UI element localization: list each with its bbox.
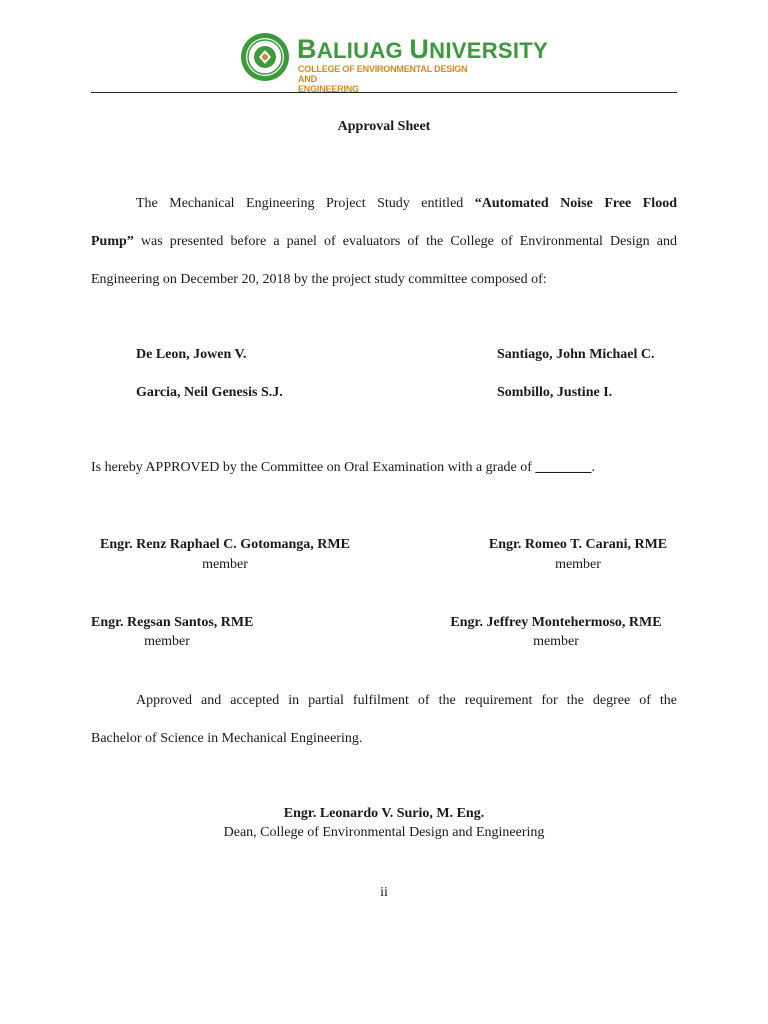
grade-blank: ________ — [535, 460, 592, 475]
acceptance-paragraph — [91, 682, 677, 758]
panel-member-role: member — [202, 557, 248, 572]
page-title: Approval Sheet — [337, 119, 431, 134]
intro-line-1: The Mechanical Engineering Project Study entitled “Automated Noise Free Flood — [136, 196, 677, 211]
acceptance-line-1: Approved and accepted in partial fulfilment of the requirement for the degree of the — [136, 693, 677, 708]
intro-paragraph — [91, 185, 677, 299]
intro-line-3: Engineering on December 20, 2018 by the project study committee composed of: — [91, 272, 547, 287]
committee-member: Sombillo, Justine I. — [497, 385, 613, 400]
university-name: BALIUAG UNIVERSITY — [297, 34, 549, 64]
university-seal-logo — [240, 32, 290, 82]
project-title: “Automated Noise Free Flood — [474, 196, 677, 211]
dean-name: Engr. Leonardo V. Surio, M. Eng. — [283, 806, 485, 821]
committee-member: Santiago, John Michael C. — [497, 347, 655, 362]
intro-line-2: Pump” was presented before a panel of evaluators of the College of Environmental Design and — [91, 234, 677, 249]
college-line-1: COLLEGE OF ENVIRONMENTAL DESIGN AND — [298, 64, 468, 84]
page-number: ii — [380, 885, 388, 900]
college-line-2: ENGINEERING — [298, 84, 359, 94]
panel-member-role: member — [144, 634, 190, 649]
approval-statement: Is hereby APPROVED by the Committee on Oral Examination with a grade of ________. — [91, 460, 595, 475]
header-divider — [91, 92, 677, 93]
committee-member: Garcia, Neil Genesis S.J. — [136, 385, 283, 400]
dean-title: Dean, College of Environmental Design and Engineering — [223, 825, 545, 840]
committee-member: De Leon, Jowen V. — [136, 347, 247, 362]
panel-member-role: member — [533, 634, 579, 649]
acceptance-line-2: Bachelor of Science in Mechanical Engineering. — [91, 731, 363, 746]
panel-member-name: Engr. Jeffrey Montehermoso, RME — [450, 615, 662, 630]
panel-member-name: Engr. Regsan Santos, RME — [91, 615, 254, 630]
panel-member-name: Engr. Romeo T. Carani, RME — [488, 537, 668, 552]
panel-member-role: member — [555, 557, 601, 572]
college-name — [298, 64, 488, 94]
panel-member-name: Engr. Renz Raphael C. Gotomanga, RME — [100, 537, 350, 552]
